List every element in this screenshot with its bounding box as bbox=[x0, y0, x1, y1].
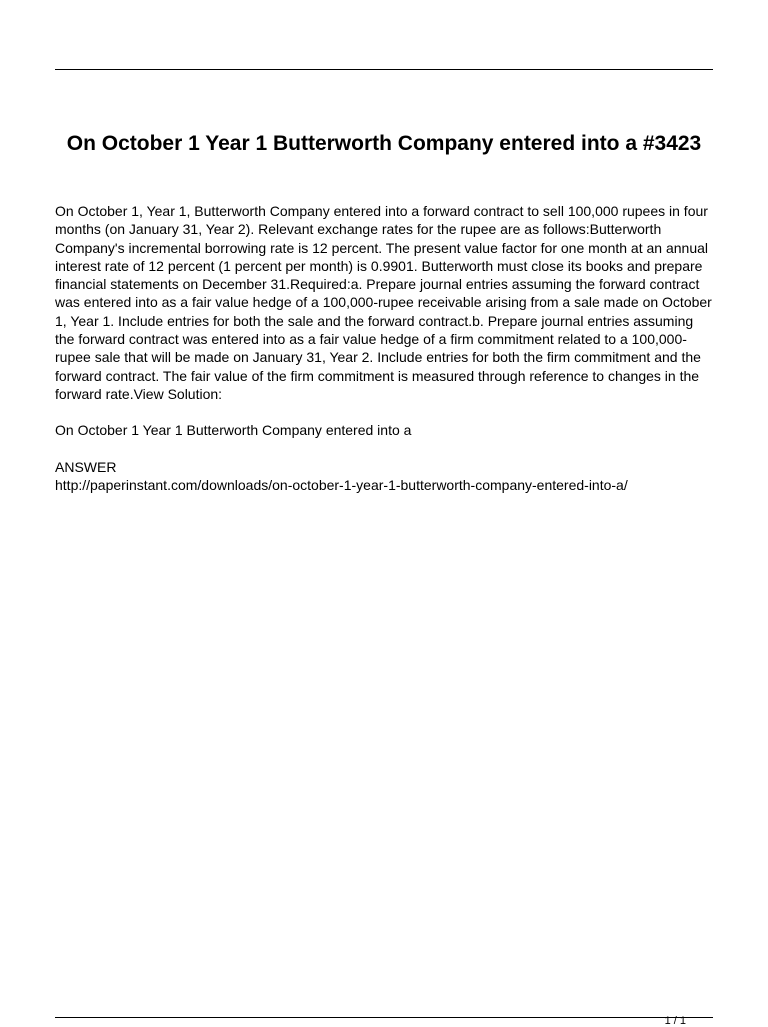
bottom-divider bbox=[55, 1017, 713, 1018]
document-title: On October 1 Year 1 Butterworth Company entered into a #3423 bbox=[66, 132, 702, 155]
page-number: 1 / 1 bbox=[664, 1015, 686, 1027]
repeat-title: On October 1 Year 1 Butterworth Company entered into a bbox=[55, 422, 412, 438]
top-divider bbox=[55, 69, 713, 70]
question-body: On October 1, Year 1, Butterworth Company entered into a forward contract to sell 100,000 rupees in four months (on January 31, Year 2). Relevant exchange rates for the rupee are as follows:Butterworth Company's incremental borrowing rate is 12 percent. The present value factor for one month at an annual interest rate of 12 percent (1 percent per month) is 0.9901. Butterworth must close its books and prepare financial statements on December 31.Required:a. Prepare journal entries assuming the forward contract was entered into as a fair value hedge of a 100,000-rupee receivable arising from a sale made on October 1, Year 1. Include entries for both the sale and the forward contract.b. Prepare journal entries assuming the forward contract was entered into as a fair value hedge of a firm commitment related to a 100,000-rupee sale that will be made on January 31, Year 2. Include entries for both the firm commitment and the forward contract. The fair value of the firm commitment is measured through reference to changes in the forward rate.View Solution: bbox=[55, 203, 712, 402]
answer-label: ANSWER bbox=[55, 459, 117, 475]
answer-link[interactable]: http://paperinstant.com/downloads/on-october-1-year-1-butterworth-company-entered-into-a/ bbox=[55, 477, 628, 493]
